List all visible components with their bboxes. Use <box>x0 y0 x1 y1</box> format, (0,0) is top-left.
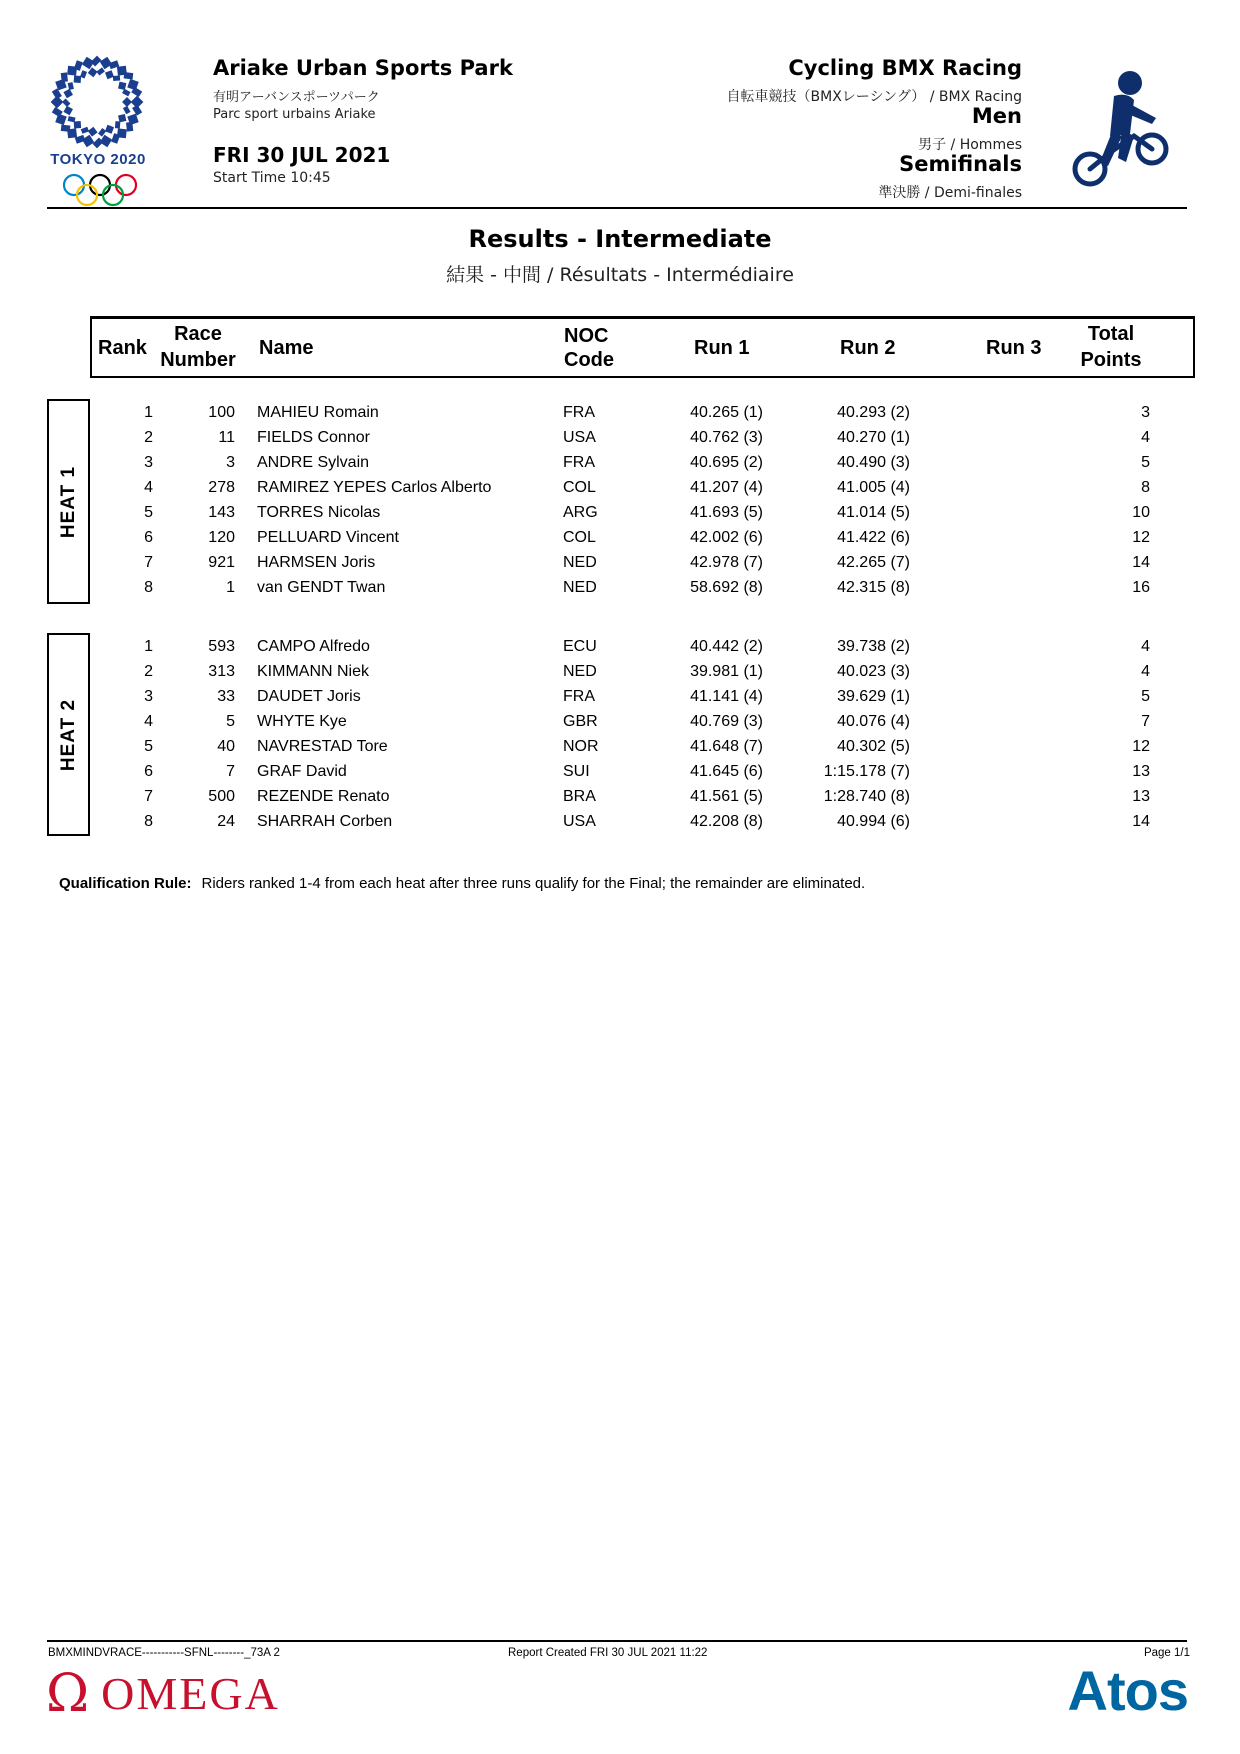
run1-cell: 40.442 (2) <box>690 638 763 655</box>
run1-cell: 40.265 (1) <box>690 404 763 421</box>
points-cell: 3 <box>1141 404 1150 421</box>
bmx-cyclist-icon <box>1072 66 1172 191</box>
col-points: Points <box>1080 349 1142 371</box>
table-row <box>0 784 1240 809</box>
table-row <box>0 550 1240 575</box>
sport-subtitle: 自転車競技（BMXレーシング） / BMX Racing <box>726 89 1022 105</box>
run2-cell: 40.490 (3) <box>837 454 910 471</box>
col-race: Race <box>174 323 222 345</box>
name-cell: PELLUARD Vincent <box>257 529 399 546</box>
race-number-cell: 40 <box>217 738 235 755</box>
table-row <box>0 709 1240 734</box>
noc-cell: NED <box>563 554 597 571</box>
points-cell: 8 <box>1141 479 1150 496</box>
event-date: FRI 30 JUL 2021 <box>213 143 391 167</box>
noc-cell: BRA <box>563 788 596 805</box>
sport-title: Cycling BMX Racing <box>788 56 1022 80</box>
table-row <box>0 759 1240 784</box>
name-cell: REZENDE Renato <box>257 788 390 805</box>
header-divider <box>47 207 1187 209</box>
noc-cell: NED <box>563 579 597 596</box>
rank-cell: 2 <box>144 663 153 680</box>
name-cell: RAMIREZ YEPES Carlos Alberto <box>257 479 492 496</box>
atos-logo: Atos <box>1067 1659 1188 1722</box>
heat-1-label: HEAT 1 <box>57 465 79 538</box>
points-cell: 13 <box>1132 763 1150 780</box>
run1-cell: 41.693 (5) <box>690 504 763 521</box>
name-cell: SHARRAH Corben <box>257 813 393 830</box>
emblem-tile <box>123 106 131 114</box>
results-column-header <box>90 316 1195 378</box>
table-row <box>0 684 1240 709</box>
noc-cell: FRA <box>563 688 595 705</box>
race-number-cell: 921 <box>208 554 235 571</box>
race-number-cell: 24 <box>217 813 235 830</box>
qualification-rule <box>59 875 865 892</box>
tokyo-2020-emblem-icon <box>47 52 147 152</box>
name-cell: ANDRE Sylvain <box>257 454 370 471</box>
emblem-tile <box>61 72 68 82</box>
phase-subtitle: 準決勝 / Demi-finales <box>878 185 1022 201</box>
name-cell: NAVRESTAD Tore <box>257 738 388 755</box>
table-row <box>0 734 1240 759</box>
name-cell: van GENDT Twan <box>257 579 386 596</box>
points-cell: 5 <box>1141 454 1150 471</box>
table-row <box>0 500 1240 525</box>
run2-cell: 40.994 (6) <box>837 813 910 830</box>
race-number-cell: 100 <box>208 404 235 421</box>
emblem-tile <box>113 76 120 81</box>
run2-cell: 40.023 (3) <box>837 663 910 680</box>
run2-cell: 41.422 (6) <box>837 529 910 546</box>
run1-cell: 41.648 (7) <box>690 738 763 755</box>
emblem-tile <box>132 105 142 116</box>
table-row <box>0 575 1240 600</box>
report-title: Results - Intermediate <box>468 225 772 253</box>
run1-cell: 58.692 (8) <box>690 579 763 596</box>
phase-title: Semifinals <box>899 152 1022 176</box>
rank-cell: 2 <box>144 429 153 446</box>
run2-cell: 39.629 (1) <box>837 688 910 705</box>
points-cell: 14 <box>1132 813 1150 830</box>
name-cell: DAUDET Joris <box>257 688 361 705</box>
run2-cell: 40.270 (1) <box>837 429 910 446</box>
points-cell: 4 <box>1141 429 1150 446</box>
emblem-tile <box>105 125 114 134</box>
rank-cell: 5 <box>144 504 153 521</box>
points-cell: 12 <box>1132 529 1150 546</box>
heat-2-label: HEAT 2 <box>57 698 79 771</box>
rank-cell: 6 <box>144 763 153 780</box>
points-cell: 5 <box>1141 688 1150 705</box>
table-row <box>0 475 1240 500</box>
points-cell: 7 <box>1141 713 1150 730</box>
noc-cell: ECU <box>563 638 597 655</box>
points-cell: 4 <box>1141 638 1150 655</box>
table-row <box>0 425 1240 450</box>
run1-cell: 41.141 (4) <box>690 688 763 705</box>
run2-cell: 40.302 (5) <box>837 738 910 755</box>
name-cell: FIELDS Connor <box>257 429 370 446</box>
emblem-tile <box>52 88 62 99</box>
emblem-tile <box>61 125 71 132</box>
emblem-tile <box>122 97 132 107</box>
emblem-tile <box>96 67 105 75</box>
noc-cell: GBR <box>563 713 598 730</box>
emblem-tile <box>118 114 126 122</box>
emblem-tile <box>68 82 74 90</box>
venue-name-japanese: 有明アーバンスポーツパーク <box>213 90 380 105</box>
qualification-rule-text: Riders ranked 1-4 from each heat after three runs qualify for the Final; the remainder are eliminated. <box>201 875 866 892</box>
emblem-tile <box>62 99 70 107</box>
noc-cell: USA <box>563 429 596 446</box>
table-row <box>0 400 1240 425</box>
noc-cell: FRA <box>563 454 595 471</box>
footer-divider <box>47 1640 1187 1642</box>
table-row <box>0 634 1240 659</box>
col-rank: Rank <box>98 337 147 359</box>
omega-symbol-icon: Ω <box>46 1664 90 1724</box>
race-number-cell: 500 <box>208 788 235 805</box>
emblem-tile <box>74 121 81 128</box>
run1-cell: 41.645 (6) <box>690 763 763 780</box>
emblem-tile <box>126 122 133 132</box>
name-cell: CAMPO Alfredo <box>257 638 370 655</box>
rank-cell: 4 <box>144 479 153 496</box>
name-cell: WHYTE Kye <box>257 713 347 730</box>
col-run3: Run 3 <box>986 337 1042 359</box>
table-row <box>0 659 1240 684</box>
emblem-tile <box>124 72 134 79</box>
page-number: Page 1/1 <box>1143 1647 1190 1659</box>
venue-name: Ariake Urban Sports Park <box>213 56 513 80</box>
report-created: Report Created FRI 30 JUL 2021 11:22 <box>508 1647 708 1659</box>
race-number-cell: 143 <box>208 504 235 521</box>
emblem-tile <box>122 89 130 97</box>
rank-cell: 1 <box>144 638 153 655</box>
run2-cell: 42.265 (7) <box>837 554 910 571</box>
col-run1: Run 1 <box>694 337 750 359</box>
rank-cell: 5 <box>144 738 153 755</box>
table-row <box>0 450 1240 475</box>
col-total: Total <box>1087 323 1135 345</box>
olympic-rings-icon <box>60 172 140 208</box>
tokyo-2020-logo-text: TOKYO 2020 <box>50 151 146 168</box>
noc-cell: FRA <box>563 404 595 421</box>
rank-cell: 8 <box>144 579 153 596</box>
points-cell: 16 <box>1132 579 1150 596</box>
col-code: Code <box>564 349 614 371</box>
noc-cell: SUI <box>563 763 590 780</box>
rank-cell: 3 <box>144 688 153 705</box>
rank-cell: 4 <box>144 713 153 730</box>
emblem-tile <box>105 70 114 79</box>
race-number-cell: 593 <box>208 638 235 655</box>
table-row <box>0 809 1240 834</box>
run1-cell: 41.561 (5) <box>690 788 763 805</box>
noc-cell: NOR <box>563 738 599 755</box>
run2-cell: 41.014 (5) <box>837 504 910 521</box>
race-number-cell: 7 <box>226 763 235 780</box>
run1-cell: 40.695 (2) <box>690 454 763 471</box>
run2-cell: 42.315 (8) <box>837 579 910 596</box>
qualification-rule-label: Qualification Rule: <box>59 875 192 892</box>
omega-logo <box>46 1664 280 1724</box>
rank-cell: 7 <box>144 554 153 571</box>
emblem-tile <box>81 127 89 134</box>
rank-cell: 6 <box>144 529 153 546</box>
col-noc: NOC <box>564 325 609 347</box>
race-number-cell: 1 <box>226 579 235 596</box>
run1-cell: 40.762 (3) <box>690 429 763 446</box>
race-number-cell: 3 <box>226 454 235 471</box>
emblem-tile <box>68 116 76 122</box>
name-cell: GRAF David <box>257 763 347 780</box>
points-cell: 12 <box>1132 738 1150 755</box>
race-number-cell: 11 <box>218 429 235 446</box>
col-number: Number <box>160 349 236 371</box>
start-time: Start Time 10:45 <box>213 170 331 186</box>
points-cell: 14 <box>1132 554 1150 571</box>
run1-cell: 41.207 (4) <box>690 479 763 496</box>
noc-cell: NED <box>563 663 597 680</box>
race-number-cell: 5 <box>226 713 235 730</box>
emblem-tile <box>118 82 126 90</box>
race-number-cell: 120 <box>208 529 235 546</box>
run1-cell: 42.002 (6) <box>690 529 763 546</box>
name-cell: TORRES Nicolas <box>257 504 381 521</box>
noc-cell: ARG <box>563 504 598 521</box>
run1-cell: 40.769 (3) <box>690 713 763 730</box>
rank-cell: 8 <box>144 813 153 830</box>
emblem-tile <box>74 76 81 83</box>
venue-name-french: Parc sport urbains Ariake <box>213 107 376 122</box>
col-name: Name <box>259 337 314 359</box>
emblem-tile <box>63 89 72 98</box>
gender-subtitle: 男子 / Hommes <box>918 137 1022 153</box>
emblem-tile <box>63 106 72 115</box>
run2-cell: 1:15.178 (7) <box>823 763 910 780</box>
noc-cell: USA <box>563 813 596 830</box>
points-cell: 13 <box>1132 788 1150 805</box>
race-number-cell: 278 <box>208 479 235 496</box>
name-cell: MAHIEU Romain <box>257 404 379 421</box>
noc-cell: COL <box>563 479 596 496</box>
rank-cell: 3 <box>144 454 153 471</box>
run1-cell: 39.981 (1) <box>690 663 763 680</box>
run2-cell: 40.076 (4) <box>837 713 910 730</box>
run2-cell: 40.293 (2) <box>837 404 910 421</box>
rank-cell: 7 <box>144 788 153 805</box>
gender-title: Men <box>971 104 1022 128</box>
emblem-tile <box>115 121 120 128</box>
run2-cell: 41.005 (4) <box>837 479 910 496</box>
race-number-cell: 33 <box>217 688 235 705</box>
run1-cell: 42.208 (8) <box>690 813 763 830</box>
name-cell: KIMMANN Niek <box>257 663 370 680</box>
run2-cell: 1:28.740 (8) <box>823 788 910 805</box>
name-cell: HARMSEN Joris <box>257 554 376 571</box>
table-row <box>0 525 1240 550</box>
points-cell: 10 <box>1132 504 1150 521</box>
col-run2: Run 2 <box>840 337 896 359</box>
run1-cell: 42.978 (7) <box>690 554 763 571</box>
run2-cell: 39.738 (2) <box>837 638 910 655</box>
noc-cell: COL <box>563 529 596 546</box>
race-number-cell: 313 <box>208 663 235 680</box>
report-code: BMXMINDVRACE-----------SFNL--------_73A 2 <box>48 1647 280 1659</box>
report-subtitle: 結果 - 中間 / Résultats - Intermédiaire <box>446 264 794 286</box>
omega-wordmark: OMEGA <box>101 1668 280 1719</box>
rank-cell: 1 <box>144 404 153 421</box>
points-cell: 4 <box>1141 663 1150 680</box>
